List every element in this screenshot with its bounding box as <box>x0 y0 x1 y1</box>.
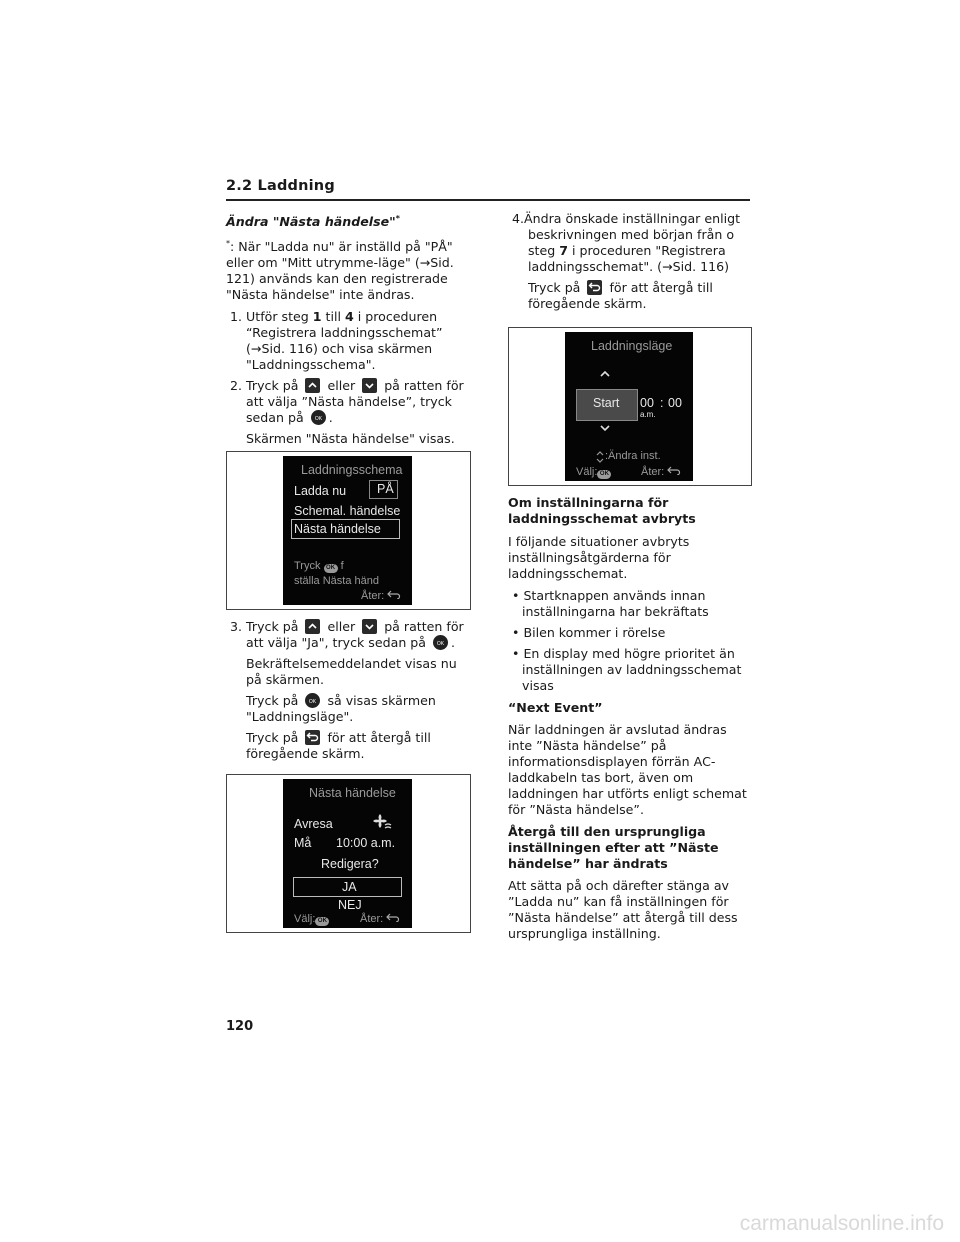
start-label: Start <box>593 396 620 410</box>
climate-fan-icon <box>372 813 394 831</box>
return-icon <box>667 466 681 475</box>
time-value: 10:00 a.m. <box>336 836 396 850</box>
display-laddningslage <box>565 332 693 481</box>
svg-text:OK: OK <box>314 416 322 423</box>
step-3-ok: Tryck på OK så visas skärmen "Laddningsläge". <box>246 693 436 724</box>
step-3-back: Tryck på för att återgå till föregående skärm. <box>246 730 431 761</box>
right-column <box>508 211 758 312</box>
ok-icon: OK <box>315 917 329 926</box>
screen-figure-2 <box>226 774 471 933</box>
restore-text: Att sätta på och därefter stänga av ”Ladda nu” kan få inställningen för ”Nästa händelse” att återgå till dess ursprungliga inställning. <box>508 878 738 941</box>
step-1: 1. Utför steg 1 till 4 i proceduren “Registrera laddningsschemat” (→Sid. 116) och visa skärmen "Laddningsschema". <box>230 309 443 373</box>
menu-item-schemal: Schemal. händelse <box>294 504 401 518</box>
display-laddningsschema <box>283 456 412 605</box>
svg-text:OK: OK <box>309 699 317 705</box>
time-separator: : <box>660 396 664 410</box>
chevron-up-icon <box>305 619 320 634</box>
screen-figure-3 <box>508 327 752 486</box>
hint-line-1: Tryck OK f <box>294 560 344 572</box>
list-item: • Bilen kommer i rörelse <box>512 625 666 640</box>
list-item: • En display med högre prioritet än inställningen av laddningsschemat visas <box>512 646 742 693</box>
list-item: • Startknappen används innan inställningarna har bekräftats <box>512 588 709 619</box>
cancel-intro: I följande situationer avbryts inställningsåtgärderna för laddningsschemat. <box>508 534 690 581</box>
ok-icon: OK <box>597 470 611 479</box>
option-yes: JA <box>342 880 357 894</box>
confirm-question: Redigera? <box>321 857 379 871</box>
change-hint: :Ändra inst. <box>605 450 661 462</box>
heading-restore: Återgå till den ursprungliga inställningen efter att ”Näste händelse” har ändrats <box>508 824 719 871</box>
section-title: 2.2 Laddning <box>226 178 335 194</box>
ok-button-icon <box>433 635 448 650</box>
step-4-back: Tryck på för att återgå till föregående skärm. <box>528 280 713 311</box>
chevron-up-icon <box>599 370 611 378</box>
hint-line-2: ställa Nästa händ <box>294 575 379 587</box>
select-hint: Välj: OK <box>294 913 329 926</box>
watermark: carmanualsonline.info <box>739 1212 944 1235</box>
back-hint: Åter: <box>360 913 400 925</box>
chevron-down-icon <box>599 424 611 432</box>
ok-button-icon <box>311 410 326 425</box>
footnote: *: När "Ladda nu" är inställd på "PÅ" eller om "Mitt utrymme-läge" (→Sid. 121) används kan den registrerade "Nästa händelse" inte ändras. <box>226 239 454 303</box>
heading-next-event: “Next Event” <box>508 700 603 715</box>
select-hint: Välj: OK <box>576 466 611 479</box>
screen-title: Laddningsschema <box>301 463 403 477</box>
next-event-text: När laddningen är avslutad ändras inte ”Nästa händelse” på informationsdisplayen förrän AC-laddkabeln tas bort, även om laddningen har utförts enligt schemat för ”Nästa händelse”. <box>508 722 747 817</box>
left-column-lower <box>226 619 476 762</box>
chevron-down-icon <box>362 378 377 393</box>
up-down-icon <box>596 450 604 464</box>
return-icon <box>386 913 400 922</box>
ok-button-icon <box>305 693 320 708</box>
menu-item-nasta-handelse: Nästa händelse <box>294 522 381 536</box>
step-2: 2. Tryck på eller på ratten för att välja ”Nästa händelse”, tryck sedan på OK . <box>230 378 464 426</box>
step-3-confirm: Bekräftelsemeddelandet visas nu på skärmen. <box>246 656 457 687</box>
page-number: 120 <box>226 1019 254 1034</box>
svg-text:OK: OK <box>436 641 445 647</box>
value-on: PÅ <box>377 482 394 496</box>
step-3: 3. Tryck på eller på ratten för att välja "Ja", tryck sedan på OK . <box>230 619 464 650</box>
heading-cancel: Om inställningarna för laddningsschemat avbryts <box>508 495 696 526</box>
step-4: 4.Ändra önskade inställningar enligt beskrivningen med början från o steg 7 i proceduren "Registrera laddningsschemat". (→Sid. 116) <box>512 211 741 274</box>
label-avresa: Avresa <box>294 817 333 831</box>
return-icon <box>387 590 401 599</box>
return-icon <box>305 730 320 745</box>
day-value: Må <box>294 836 312 850</box>
left-column <box>226 211 476 447</box>
chevron-up-icon <box>305 378 320 393</box>
subsection-heading: Ändra "Nästa händelse"* <box>226 214 400 230</box>
minute-value: 00 <box>668 396 682 410</box>
back-hint: Åter: <box>361 590 401 602</box>
right-column-lower <box>508 495 753 942</box>
section-divider <box>226 199 750 201</box>
back-hint: Åter: <box>641 466 681 478</box>
hour-value: 00 <box>640 396 654 410</box>
ok-icon: OK <box>324 564 338 573</box>
ampm-value: a.m. <box>640 410 656 419</box>
step-2-note: Skärmen "Nästa händelse" visas. <box>246 431 455 447</box>
chevron-down-icon <box>362 619 377 634</box>
return-icon <box>587 280 602 295</box>
screen-figure-1 <box>226 451 471 610</box>
screen-title: Nästa händelse <box>309 786 396 800</box>
screen-title: Laddningsläge <box>591 339 673 353</box>
display-nasta-handelse <box>283 779 412 928</box>
option-no: NEJ <box>338 898 362 912</box>
menu-item-ladda-nu: Ladda nu <box>294 484 347 498</box>
